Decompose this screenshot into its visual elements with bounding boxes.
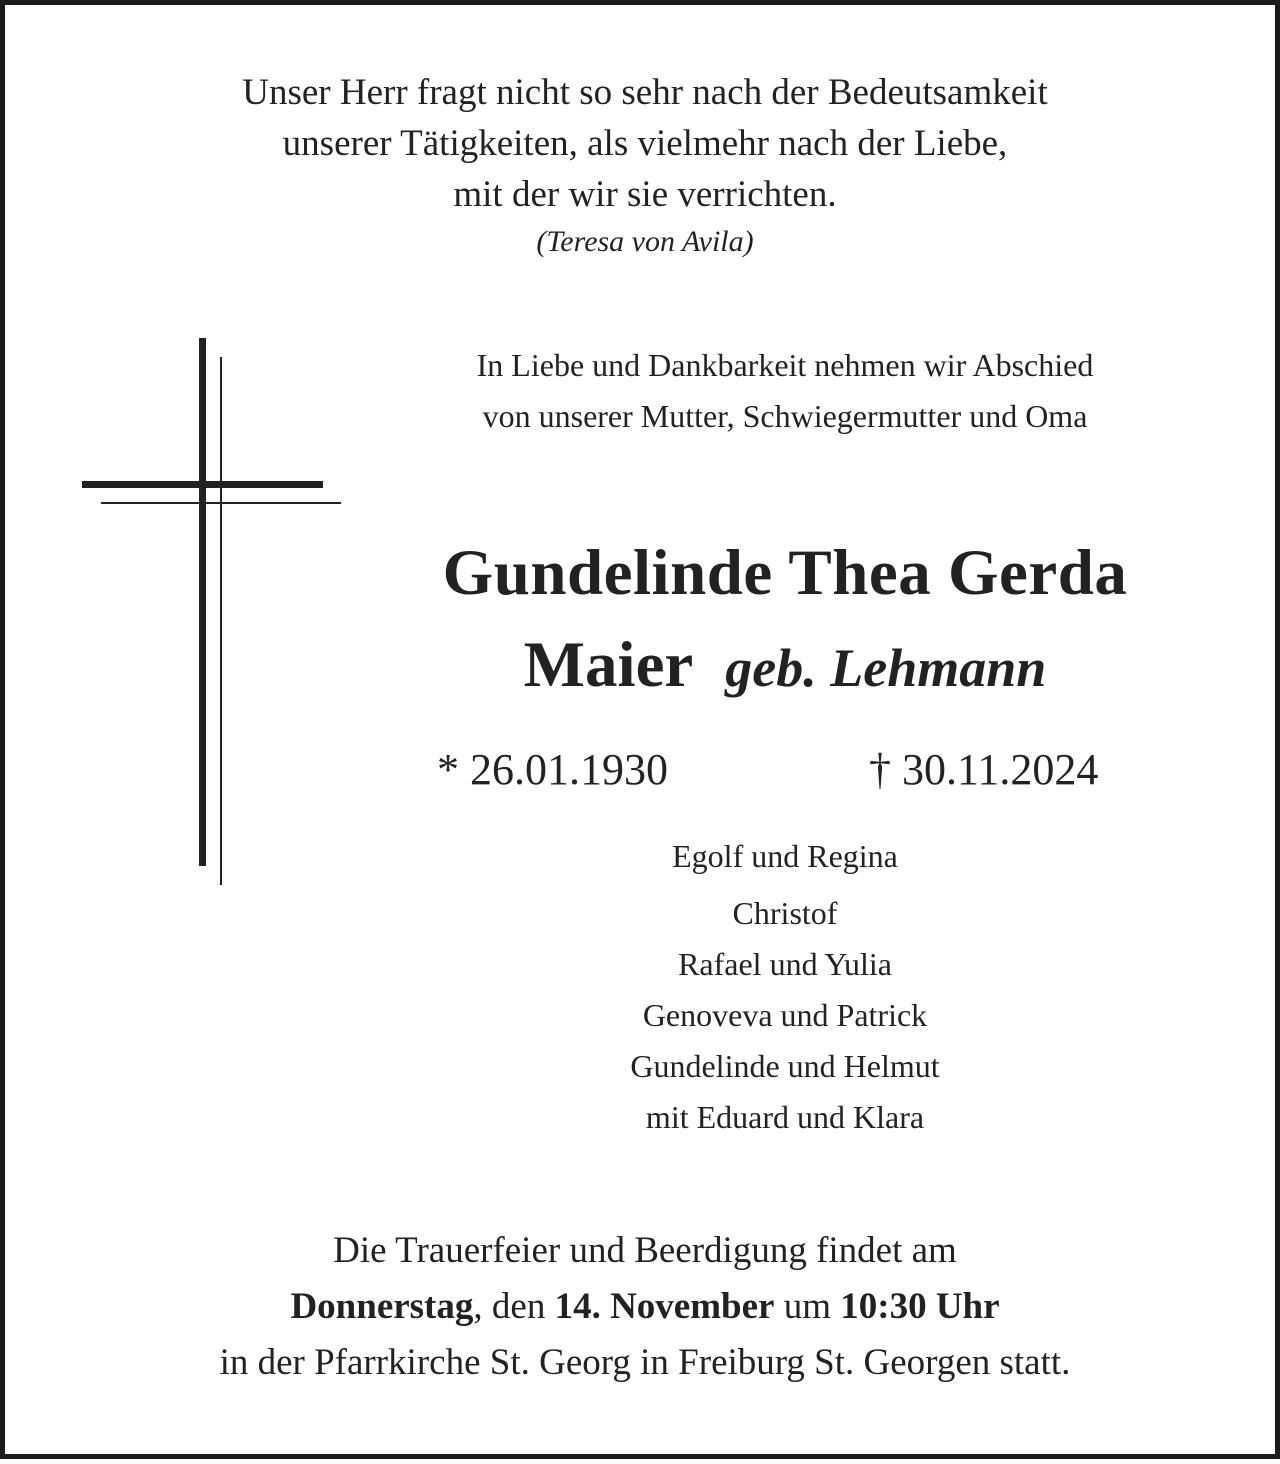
deceased-given-names: Gundelinde Thea Gerda	[442, 537, 1128, 609]
service-day: Donnerstag	[290, 1286, 474, 1327]
service-date: 14. November	[554, 1286, 775, 1327]
mourner-entry: Christof	[732, 895, 838, 931]
deceased-birth-name: geb. Lehmann	[725, 638, 1047, 698]
service-separator: , den	[473, 1286, 555, 1327]
quote-line: mit der wir sie verrichten.	[453, 174, 837, 215]
farewell-intro	[385, 340, 1185, 442]
service-time: 10:30 Uhr	[840, 1286, 1000, 1327]
intro-line: von unserer Mutter, Schwiegermutter und Oma	[482, 398, 1088, 434]
mourner-entry: mit Eduard und Klara	[645, 1099, 925, 1135]
mourners-list	[385, 831, 1185, 1143]
deceased-name-line	[385, 625, 1185, 708]
quote-attribution: (Teresa von Avila)	[536, 225, 754, 258]
service-announcement	[45, 1223, 1245, 1391]
quote-line: Unser Herr fragt nicht so sehr nach der Bedeutsamkeit	[242, 72, 1048, 113]
service-line-1: Die Trauerfeier und Beerdigung findet am	[333, 1230, 957, 1271]
mourner-entry: Egolf und Regina	[672, 838, 898, 874]
birth-date: * 26.01.1930	[437, 745, 668, 794]
intro-line: In Liebe und Dankbarkeit nehmen wir Abschied	[476, 347, 1094, 383]
service-separator: um	[774, 1286, 841, 1327]
mourner-entry: Genoveva und Patrick	[642, 997, 928, 1033]
mourner-entry: Gundelinde und Helmut	[630, 1048, 940, 1084]
quote-line: unserer Tätigkeiten, als vielmehr nach der Liebe,	[282, 123, 1008, 164]
deceased-surname: Maier	[523, 629, 694, 701]
mourner-entry: Rafael und Yulia	[678, 946, 892, 982]
death-date: † 30.11.2024	[869, 745, 1099, 794]
service-line-2	[45, 1279, 1245, 1335]
service-line-3: in der Pfarrkirche St. Georg in Freiburg St. Georgen statt.	[219, 1342, 1071, 1383]
